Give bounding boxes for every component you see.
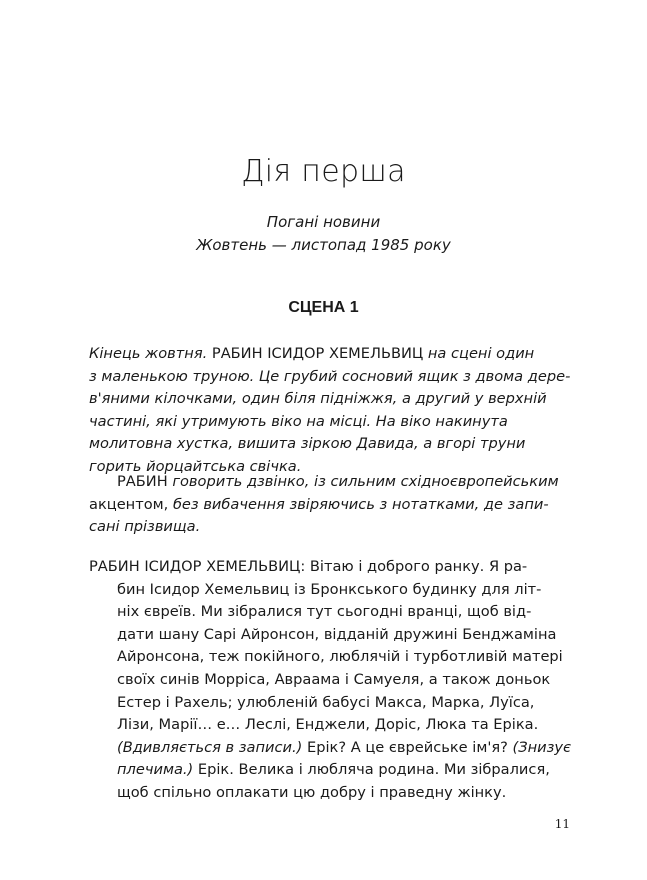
dialogue-line: бин Ісидор Хемельвиц із Бронкського будинку для літ- [117, 580, 542, 598]
act-title: Дія перша [241, 154, 406, 189]
stage-line: горить йорцайтська свічка. [89, 457, 302, 475]
stage-direction-1 [89, 343, 571, 479]
dialogue-line: своїх синів Морріса, Авраама і Самуеля, а також доньок [117, 670, 551, 688]
stage-line: акцентом, без вибачення звіряючись з нотатками, де запи- [89, 495, 549, 513]
stage-line: РАБИН говорить дзвінко, із сильним східноєвропейським [117, 473, 559, 490]
dialogue-rabbi [89, 556, 572, 805]
stage-line: молитовна хустка, вишита зіркою Давида, а вгорі труни [89, 435, 526, 453]
stage-line: з маленькою труною. Це грубий сосновий ящик з двома дере- [89, 367, 571, 385]
stage-direction-2 [89, 471, 567, 539]
dialogue-line: плечима.) Ерік. Велика і любляча родина. Ми зібралися, [117, 761, 550, 779]
dialogue-line: РАБИН ІСИДОР ХЕМЕЛЬВИЦ: Вітаю і доброго ранку. Я ра- [89, 558, 528, 575]
stage-line: сані прізвища. [89, 518, 201, 536]
dialogue-line: дати шану Сарі Айронсон, відданій дружині Бенджаміна [117, 625, 557, 643]
act-subtitle: Погані новини [266, 213, 381, 231]
dialogue-line: (Вдивляється в записи.) Ерік? А це єврейське ім'я? (Знизує [117, 738, 572, 756]
act-date-range: Жовтень — листопад 1985 року [196, 236, 451, 254]
dialogue-line: Естер і Рахель; улюбленій бабусі Макса, Марка, Луїса, [117, 693, 535, 711]
stage-line: Кінець жовтня. РАБИН ІСИДОР ХЕМЕЛЬВИЦ на сцені один [89, 345, 535, 362]
dialogue-line: ніх євреїв. Ми зібралися тут сьогодні вранці, щоб від- [117, 603, 532, 621]
stage-line: частині, які утримують віко на місці. На віко накинута [89, 412, 508, 430]
scene-heading: СЦЕНА 1 [288, 299, 359, 316]
dialogue-line: Лізи, Марії… е… Леслі, Енджели, Доріс, Люка та Еріка. [117, 716, 539, 734]
dialogue-line: щоб спільно оплакати цю добру і праведну жінку. [117, 783, 507, 801]
page-number: 11 [554, 817, 570, 831]
dialogue-line: Айронсона, теж покійного, люблячій і турботливій матері [117, 648, 563, 666]
stage-line: в'яними кілочками, один біля підніжжя, а другий у верхній [89, 390, 547, 408]
